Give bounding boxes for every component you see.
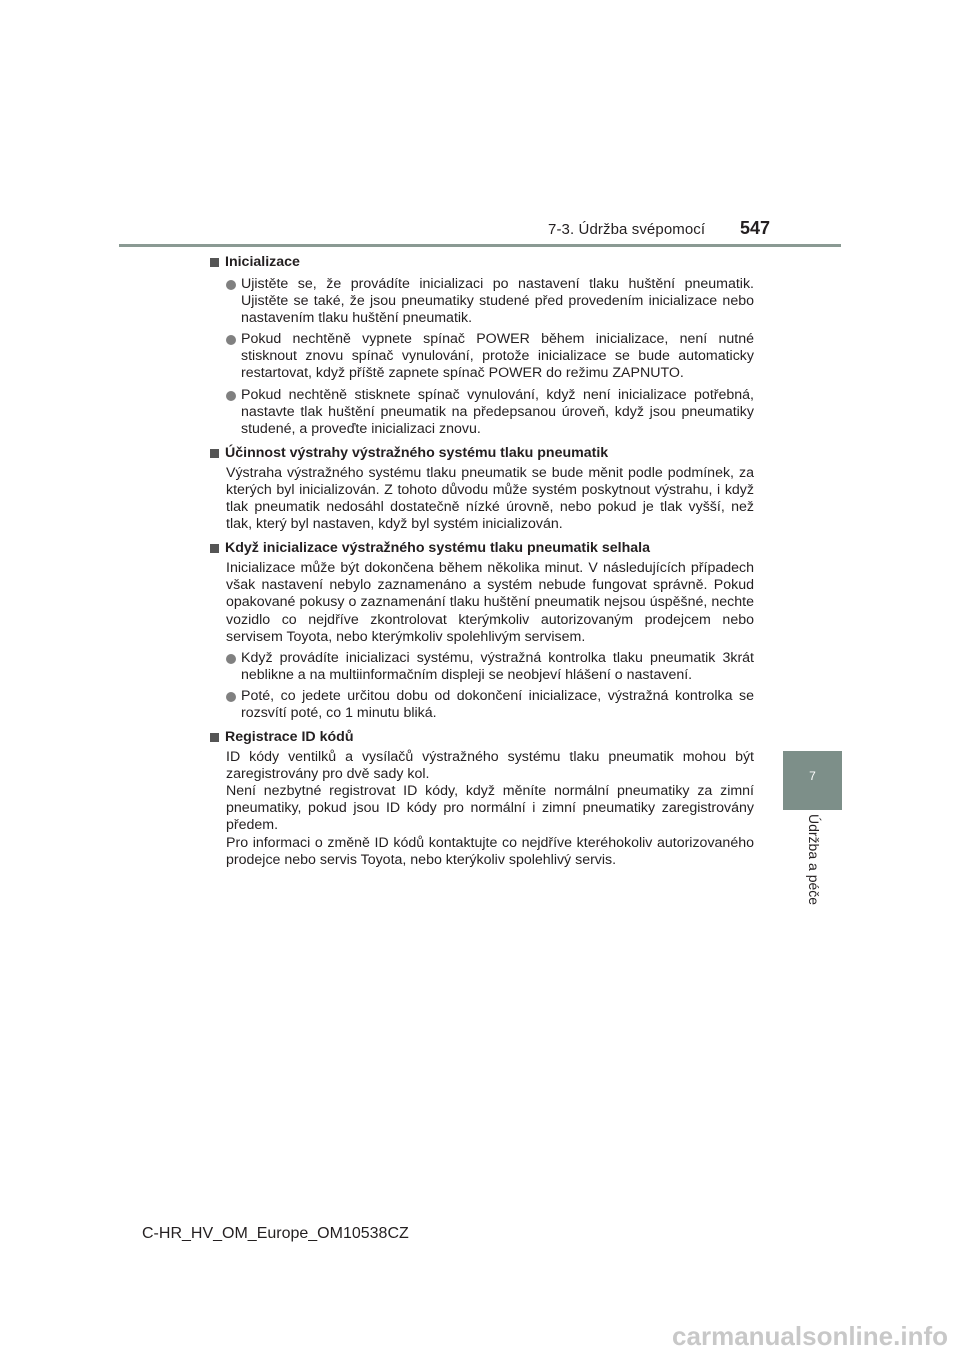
square-bullet-icon (210, 733, 219, 742)
section-heading (210, 539, 754, 558)
page-number: 547 (740, 218, 771, 238)
section-title: 7-3. Údržba svépomocí (548, 221, 706, 238)
section-heading (210, 253, 754, 272)
list-item (226, 387, 754, 438)
circle-bullet-icon (226, 335, 236, 345)
list-item-text: Když provádíte inicializaci systému, výstražná kontrolka tlaku pneumatik 3krát neblikne a na multiinformačním displeji se neobjeví hlášení o nastavení. (241, 649, 754, 683)
section-paragraph: ID kódy ventilků a vysílačů výstražného systému tlaku pneumatik mohou být zaregistrovány pro dvě sady kol. (226, 749, 754, 783)
list-item (226, 276, 754, 327)
section-heading-text: Registrace ID kódů (225, 729, 354, 746)
list-item (226, 688, 754, 722)
document-code: C-HR_HV_OM_Europe_OM10538CZ (142, 1225, 409, 1242)
header-divider (119, 244, 841, 247)
section-paragraph: Výstraha výstražného systému tlaku pneumatik se bude měnit podle podmínek, za kterých byl inicializován. Z tohoto důvodu může systém poskytnout výstrahu, i když tlak pneumatik nedosáhl dostatečně nízké úrovně, nebo pokud je tlak vyšší, než tlak, který byl nastaven, když byl systém inicializován. (226, 464, 754, 533)
section-body (210, 749, 754, 869)
circle-bullet-icon (226, 654, 236, 664)
section-id-registration (210, 728, 754, 869)
circle-bullet-icon (226, 391, 236, 401)
section-paragraph: Pro informaci o změně ID kódů kontaktujte co nejdříve kteréhokoliv autorizovaného prodejce nebo servis Toyota, nebo kterýkoliv spolehlivý servis. (226, 834, 754, 868)
section-paragraph: Není nezbytné registrovat ID kódy, když měníte normální pneumatiky za zimní pneumatiky, pokud jsou ID kódy pro normální i zimní pneumatiky zaregistrovány předem. (226, 783, 754, 834)
section-body (210, 276, 754, 438)
list-item-text: Ujistěte se, že provádíte inicializaci po nastavení tlaku huštění pneumatik. Ujistěte se také, že jsou pneumatiky studené před provedením inicializace nebo nastavením tlaku huštění pneumatik. (241, 276, 754, 327)
circle-bullet-icon (226, 692, 236, 702)
section-heading-text: Inicializace (225, 253, 300, 270)
chapter-label: Údržba a péče (806, 814, 822, 906)
list-item-text: Poté, co jedete určitou dobu od dokončení inicializace, výstražná kontrolka se rozsvítí poté, co 1 minutu bliká. (241, 687, 754, 721)
main-content (210, 253, 754, 875)
chapter-number: 7 (809, 769, 816, 783)
section-initialization-failed (210, 539, 754, 722)
section-heading-text: Když inicializace výstražného systému tlaku pneumatik selhala (225, 540, 651, 557)
list-item-text: Pokud nechtěně vypnete spínač POWER během inicializace, není nutné stisknout znovu spínač vynulování, protože inicializace se bude automaticky restartovat, když příště zapnete spínač POWER do režimu ZAPNUTO. (241, 331, 754, 382)
section-body (210, 560, 754, 722)
section-warning-effectiveness (210, 444, 754, 533)
square-bullet-icon (210, 258, 219, 267)
section-heading-text: Účinnost výstrahy výstražného systému tlaku pneumatik (225, 444, 609, 461)
section-heading (210, 728, 754, 747)
chapter-tab (783, 751, 842, 810)
section-heading (210, 444, 754, 463)
page-header (0, 0, 960, 280)
section-initialization (210, 253, 754, 438)
list-item-text: Pokud nechtěně stisknete spínač vynulování, když není inicializace potřebná, nastavte tlak huštění pneumatik na předepsanou úroveň, když jsou pneumatiky studené, a proveďte inicializaci znovu. (241, 386, 754, 437)
list-item (226, 650, 754, 684)
square-bullet-icon (210, 449, 219, 458)
watermark: carmanualsonline.info (672, 1321, 948, 1351)
list-item (226, 331, 754, 382)
circle-bullet-icon (226, 280, 236, 290)
section-paragraph: Inicializace může být dokončena během několika minut. V následujících případech však nastavení nebylo zaznamenáno a systém nebude fungovat správně. Pokud opakované pokusy o zaznamenání tlaku huštění pneumatik nejsou úspěšné, nechte vozidlo co nejdříve zkontrolovat kterýmkoliv autorizovaným prodejcem nebo servisem Toyota, nebo kterýmkoliv spolehlivým servisem. (226, 560, 754, 645)
square-bullet-icon (210, 544, 219, 553)
